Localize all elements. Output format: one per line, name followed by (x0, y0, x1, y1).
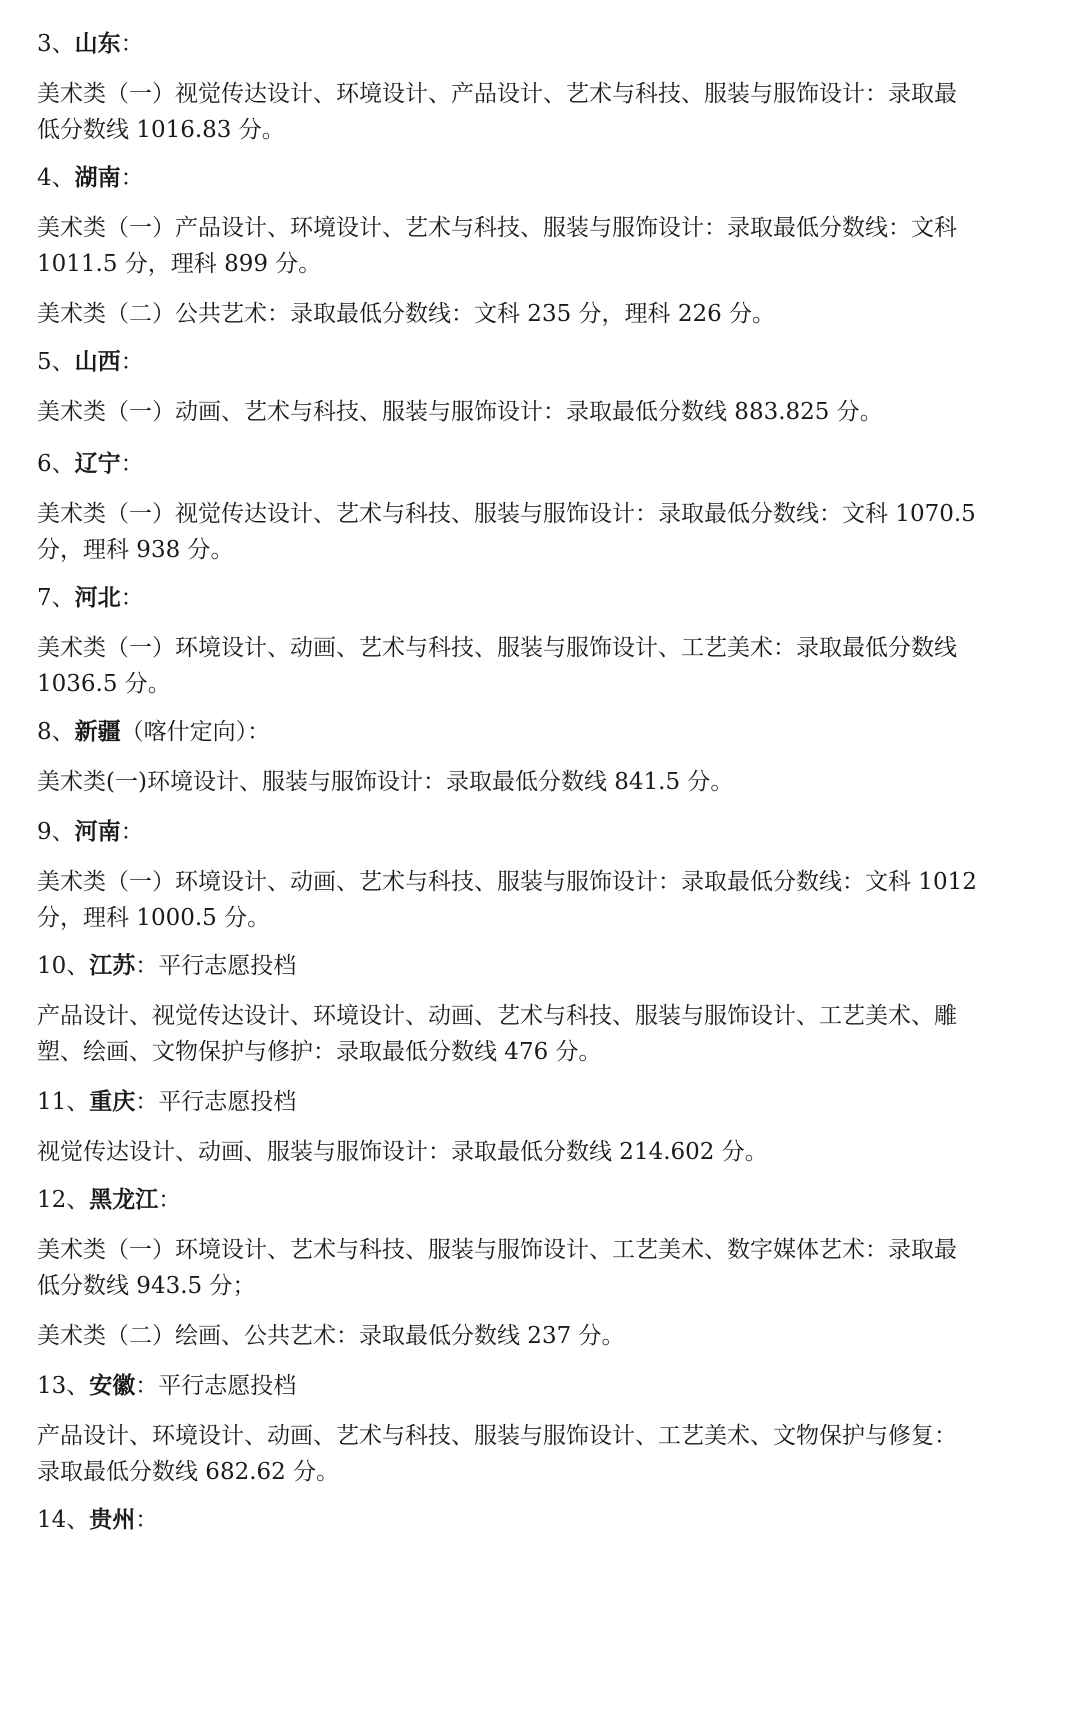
paragraph-line: 低分数线 1016.83 分。 (37, 117, 285, 143)
paragraph-line: 美术类（一）动画、艺术与科技、服装与服饰设计：录取最低分数线 883.825 分。 (37, 399, 883, 425)
section-note: ：平行志愿投档 (135, 953, 297, 979)
paragraph-line: 美术类（一）视觉传达设计、环境设计、产品设计、艺术与科技、服装与服饰设计：录取最 (37, 81, 957, 107)
section-heading (37, 1368, 1049, 1404)
paragraph-line: 美术类（二）绘画、公共艺术：录取最低分数线 237 分。 (37, 1323, 625, 1349)
province-name: 安徽 (89, 1372, 136, 1399)
section-number: 14、 (37, 1507, 90, 1533)
section-number: 13、 (37, 1373, 90, 1399)
paragraph-line: 产品设计、环境设计、动画、艺术与科技、服装与服饰设计、工艺美术、文物保护与修复： (37, 1423, 957, 1449)
section-heading (37, 580, 1049, 616)
section-number: 9、 (37, 819, 75, 845)
paragraph-line: 产品设计、视觉传达设计、环境设计、动画、艺术与科技、服装与服饰设计、工艺美术、雕 (37, 1003, 957, 1029)
paragraph-line: 分，理科 938 分。 (37, 537, 234, 563)
paragraph-line: 1036.5 分。 (37, 671, 171, 697)
paragraph-line: 美术类(一)环境设计、服装与服饰设计：录取最低分数线 841.5 分。 (37, 769, 734, 795)
province-name: 江苏 (89, 952, 136, 979)
section-number: 7、 (37, 585, 75, 611)
section-heading (37, 160, 1049, 196)
province-name: 山东 (74, 30, 121, 57)
section-heading (37, 714, 1049, 750)
section-note: ： (120, 585, 144, 611)
paragraph-line: 录取最低分数线 682.62 分。 (37, 1459, 340, 1485)
section-heading (37, 948, 1049, 984)
paragraph-line: 美术类（一）视觉传达设计、艺术与科技、服装与服饰设计：录取最低分数线：文科 1070.5 (37, 501, 976, 527)
paragraph-line: 分，理科 1000.5 分。 (37, 905, 271, 931)
province-name: 辽宁 (74, 450, 121, 477)
province-name: 贵州 (89, 1506, 136, 1533)
section-note: ：平行志愿投档 (135, 1089, 297, 1115)
section-heading (37, 344, 1049, 380)
section-heading (37, 26, 1049, 62)
section-note: ： (120, 31, 144, 57)
section-heading (37, 1182, 1049, 1218)
province-name: 河南 (74, 818, 121, 845)
paragraph-line: 低分数线 943.5 分； (37, 1273, 256, 1299)
paragraph-line: 美术类（一）环境设计、艺术与科技、服装与服饰设计、工艺美术、数字媒体艺术：录取最 (37, 1237, 957, 1263)
section-note: ： (120, 165, 144, 191)
province-name: 河北 (74, 584, 121, 611)
section-note: ： (120, 451, 144, 477)
section-note: ： (158, 1187, 182, 1213)
section-heading (37, 1502, 1049, 1538)
section-note: ： (120, 819, 144, 845)
section-heading (37, 446, 1049, 482)
section-number: 3、 (37, 31, 75, 57)
paragraph-line: 美术类（一）产品设计、环境设计、艺术与科技、服装与服饰设计：录取最低分数线：文科 (37, 215, 957, 241)
section-number: 10、 (37, 953, 90, 979)
section-number: 12、 (37, 1187, 90, 1213)
section-number: 8、 (37, 719, 75, 745)
section-note: ：平行志愿投档 (135, 1373, 297, 1399)
province-name: 山西 (74, 348, 121, 375)
paragraph-line: 视觉传达设计、动画、服装与服饰设计：录取最低分数线 214.602 分。 (37, 1139, 768, 1165)
section-note: ： (120, 349, 144, 375)
paragraph-line: 美术类（一）环境设计、动画、艺术与科技、服装与服饰设计、工艺美术：录取最低分数线 (37, 635, 957, 661)
section-heading (37, 1084, 1049, 1120)
section-number: 5、 (37, 349, 75, 375)
section-number: 6、 (37, 451, 75, 477)
section-heading (37, 814, 1049, 850)
province-name: 重庆 (89, 1088, 136, 1115)
section-number: 4、 (37, 165, 75, 191)
province-name: 黑龙江 (89, 1186, 159, 1213)
paragraph-line: 美术类（一）环境设计、动画、艺术与科技、服装与服饰设计：录取最低分数线：文科 1012 (37, 869, 977, 895)
paragraph-line: 1011.5 分，理科 899 分。 (37, 251, 322, 277)
province-name: 湖南 (74, 164, 121, 191)
section-note: ： (135, 1507, 159, 1533)
paragraph-line: 塑、绘画、文物保护与修护：录取最低分数线 476 分。 (37, 1039, 602, 1065)
paragraph-line: 美术类（二）公共艺术：录取最低分数线：文科 235 分，理科 226 分。 (37, 301, 776, 327)
section-note: （喀什定向）： (120, 719, 271, 745)
section-number: 11、 (37, 1089, 90, 1115)
province-name: 新疆 (74, 718, 121, 745)
